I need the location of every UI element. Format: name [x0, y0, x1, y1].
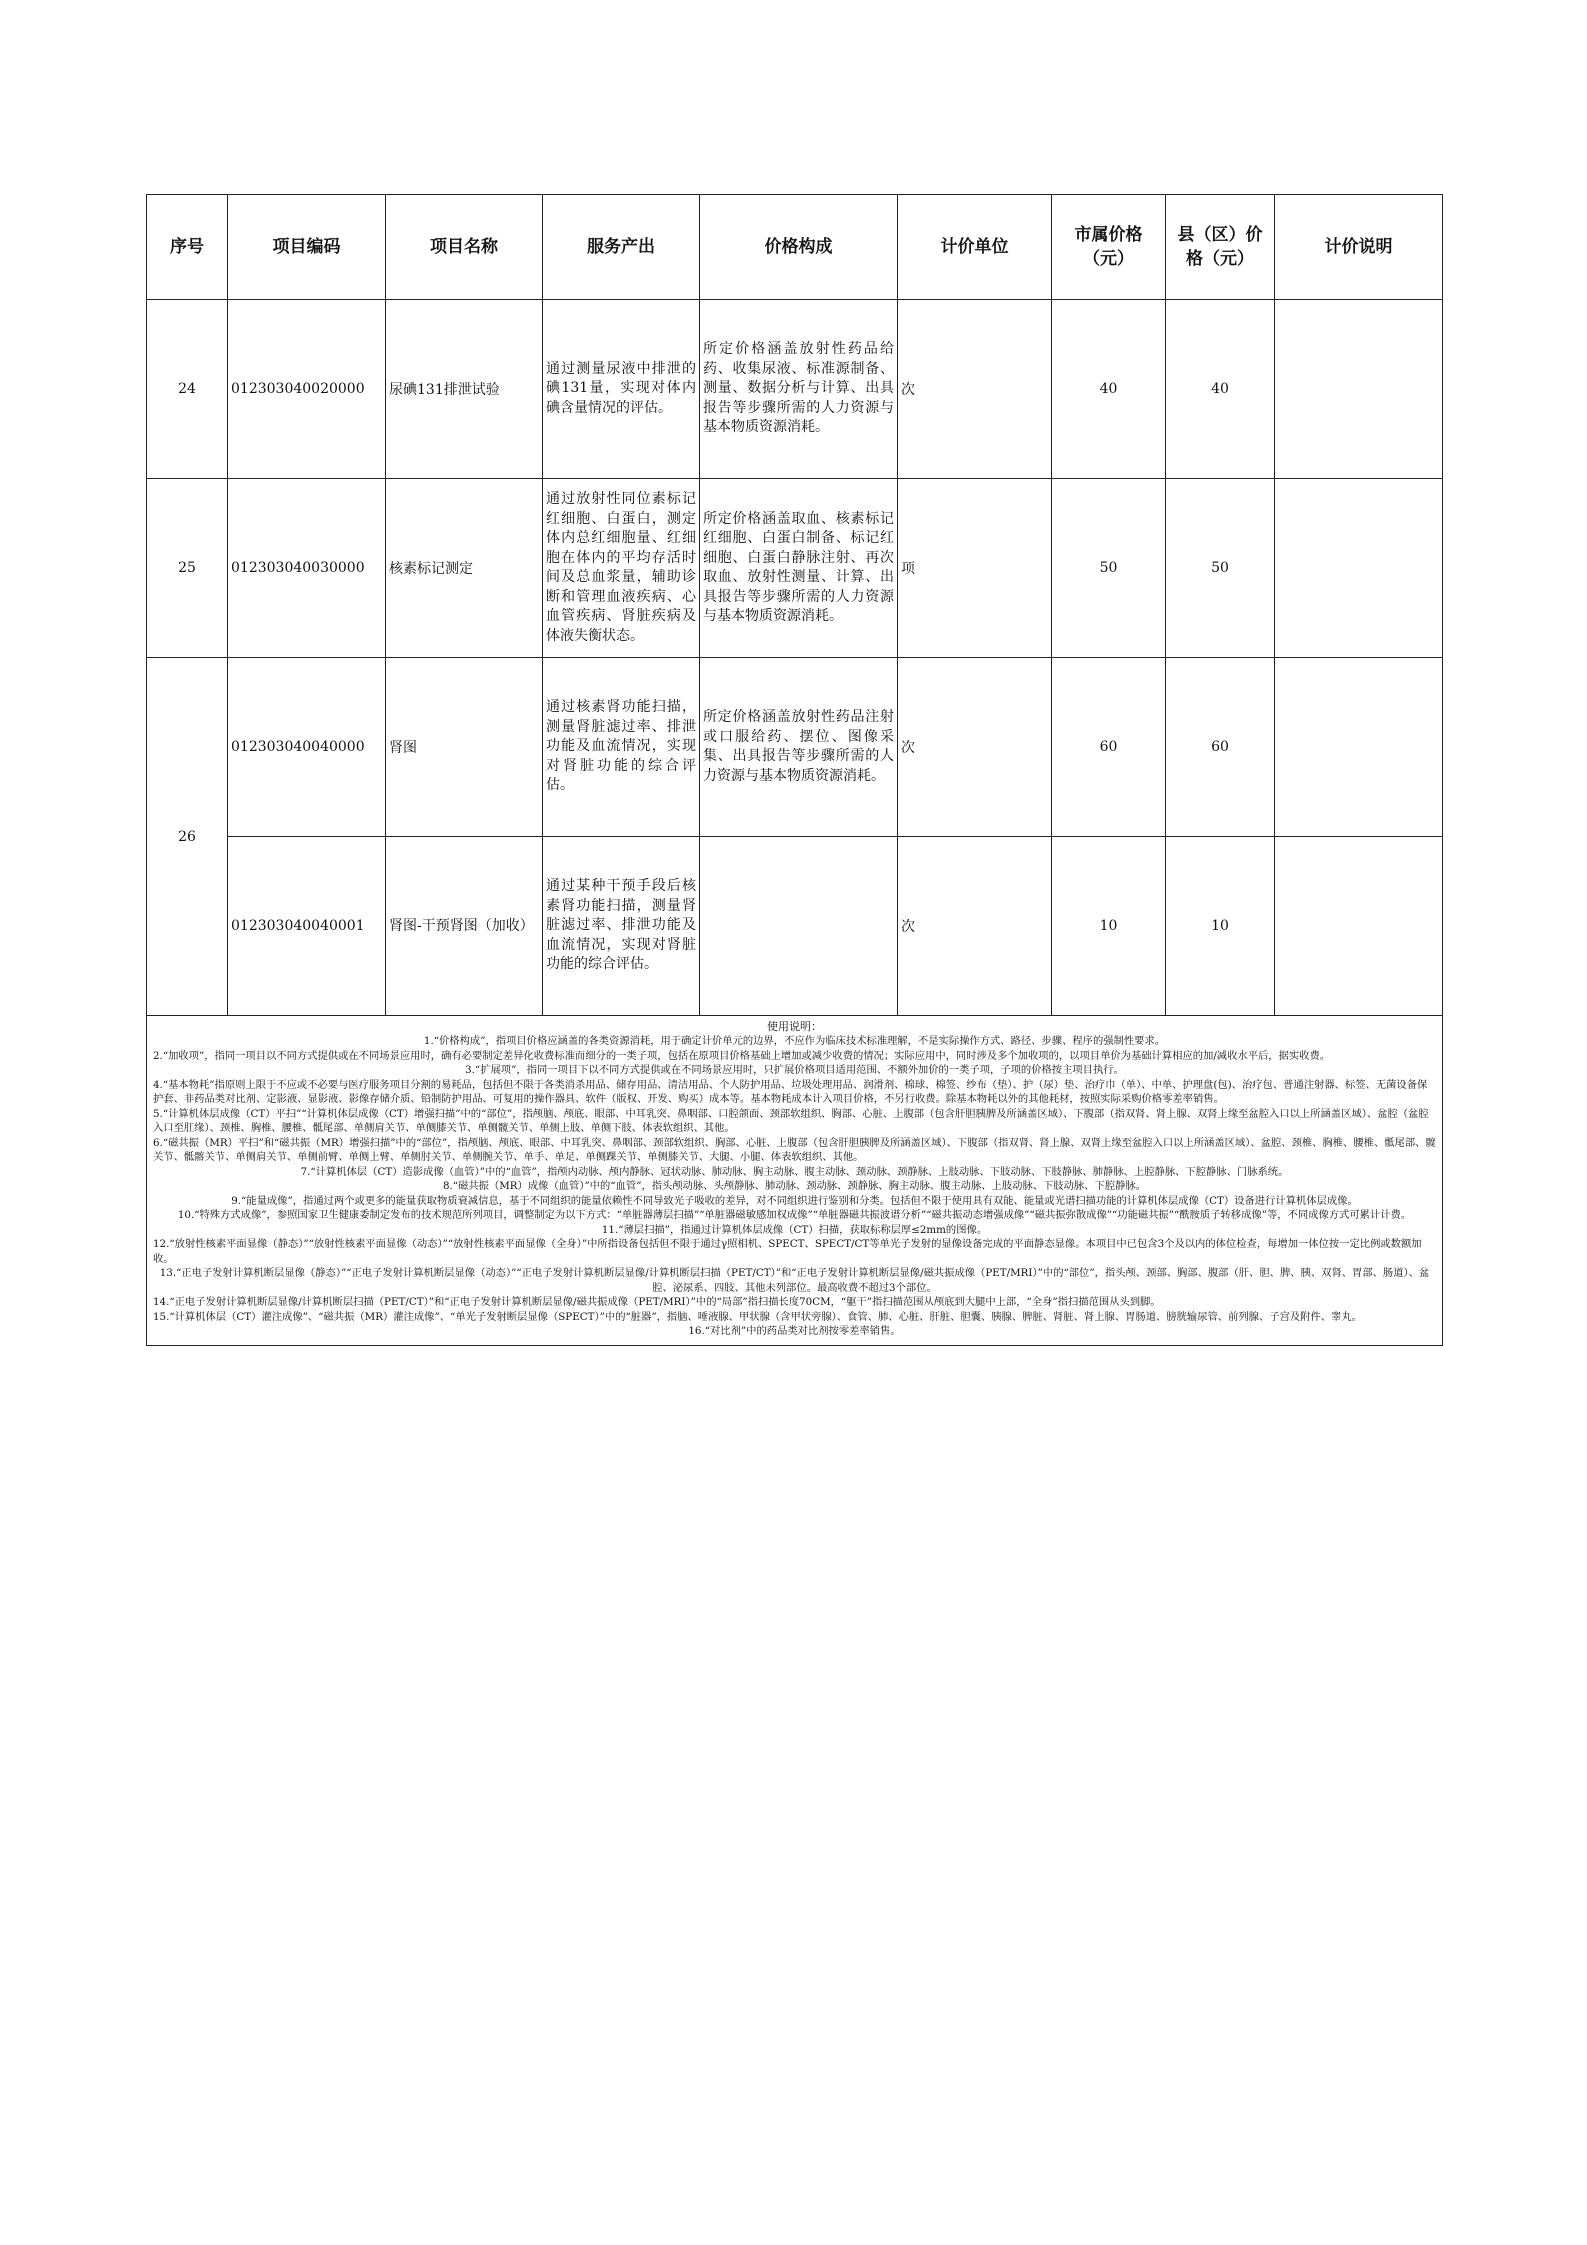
row-code: 012303040040001 — [228, 837, 386, 1016]
row-code: 012303040030000 — [228, 479, 386, 658]
note-item: 7.“计算机体层（CT）造影成像（血管）”中的“血管”，指颅内动脉、颅内静脉、冠状动脉、肺动脉、胸主动脉、腹主动脉、颈动脉、颈静脉、上肢动脉、下肢动脉、下肢静脉、肺静脉、上腔静脉、下腔静脉、门脉系统。 — [300, 1165, 1289, 1178]
row-code: 012303040040000 — [228, 658, 386, 837]
row-remark — [1275, 479, 1443, 658]
row-city-price: 40 — [1052, 300, 1166, 479]
note-item: 13.“正电子发射计算机断层显像（静态）”“正电子发射计算机断层显像（动态）”“正电子发射计算机断层显像/计算机断层扫描（PET/CT）”和“正电子发射计算机断层显像/磁共振成像（PET/MRI）”中的“部位”，指头颅、颈部、胸部、腹部（肝、胆、脾、胰、双肾、胃部、肠道）、盆腔、泌尿系、四肢、其他未列部位。最高收费不超过3个部位。 — [159, 1267, 1430, 1294]
header-county-price: 县（区）价格（元） — [1166, 195, 1275, 300]
row-composition: 所定价格涵盖放射性药品注射或口服给药、摆位、图像采集、出具报告等步骤所需的人力资源与基本物质资源消耗。 — [700, 658, 898, 837]
row-name: 尿碘131排泄试验 — [386, 300, 543, 479]
row-unit: 次 — [898, 300, 1052, 479]
row-seq: 25 — [147, 479, 228, 658]
row-name: 核素标记测定 — [386, 479, 543, 658]
note-item: 6.“磁共振（MR）平扫”和“磁共振（MR）增强扫描”中的“部位”，指颅脑、颅底、眼部、中耳乳突、鼻咽部、颈部软组织、胸部、心脏、上腹部（包含肝胆胰脾及所涵盖区域）、下腹部（指双肾、肾上腺、双肾上缘至盆腔入口以上所涵盖区域）、盆腔、颈椎、胸椎、腰椎、骶尾部、髋关节、骶髂关节、单侧肩关节、单侧前臂、单侧上臂、单侧肘关节、单侧腕关节、单手、单足、单侧踝关节、单侧膝关节、大腿、小腿、体表软组织、其他。 — [153, 1136, 1436, 1163]
table-row — [147, 300, 1443, 479]
row-name: 肾图 — [386, 658, 543, 837]
row-seq: 26 — [147, 658, 228, 1016]
note-item: 5.“计算机体层成像（CT）平扫”“计算机体层成像（CT）增强扫描”中的“部位”，指颅脑、颅底、眼部、中耳乳突、鼻咽部、口腔颌面、颈部软组织、胸部、心脏、上腹部（包含肝胆胰脾及所涵盖区域）、下腹部（指双肾、肾上腺、双肾上缘至盆腔入口以上所涵盖区域）、盆腔（盆腔入口至肛缘）、颈椎、胸椎、腰椎、骶尾部、单侧肩关节、单侧膝关节、单侧髋关节、单侧上肢、单侧下肢、体表软组织、其他。 — [153, 1107, 1429, 1134]
note-item: 2.“加收项”，指同一项目以不同方式提供或在不同场景应用时，确有必要制定差异化收费标准而细分的一类子项，包括在原项目价格基础上增加或减少收费的情况；实际应用中，同时涉及多个加收项的，以项目单价为基础计算相应的加/减收水平后，据实收费。 — [153, 1049, 1331, 1062]
row-output: 通过放射性同位素标记红细胞、白蛋白，测定体内总红细胞量、红细胞在体内的平均存活时间及总血浆量，辅助诊断和管理血液疾病、心血管疾病、肾脏疾病及体液失衡状态。 — [543, 479, 700, 658]
header-name: 项目名称 — [386, 195, 543, 300]
note-item: 1.“价格构成”，指项目价格应涵盖的各类资源消耗，用于确定计价单元的边界，不应作为临床技术标准理解，不是实际操作方式、路径、步骤、程序的强制性要求。 — [423, 1035, 1166, 1047]
note-item: 14.“正电子发射计算机断层显像/计算机断层扫描（PET/CT）”和“正电子发射计算机断层显像/磁共振成像（PET/MRI）”中的“局部”指扫描长度70CM，“躯干”指扫描范围从颅底到大腿中上部，“全身”指扫描范围从头到脚。 — [153, 1296, 1161, 1308]
table-row — [147, 658, 1443, 837]
note-item: 12.“放射性核素平面显像（静态）”“放射性核素平面显像（动态）”“放射性核素平面显像（全身）”中所指设备包括但不限于通过γ照相机、SPECT、SPECT/CT等单光子发射的显像设备完成的平面静态显像。本项目中已包含3个及以内的体位检查，每增加一体位按一定比例或数额加收。 — [153, 1238, 1422, 1265]
row-city-price: 10 — [1052, 837, 1166, 1016]
usage-notes — [147, 1016, 1443, 1346]
row-output: 通过某种干预手段后核素肾功能扫描，测量肾脏滤过率、排泄功能及血流情况，实现对肾脏功能的综合评估。 — [543, 837, 700, 1016]
row-composition: 所定价格涵盖取血、核素标记红细胞、白蛋白制备、标记红细胞、白蛋白静脉注射、再次取血、放射性测量、计算、出具报告等步骤所需的人力资源与基本物质资源消耗。 — [700, 479, 898, 658]
header-code: 项目编码 — [228, 195, 386, 300]
row-city-price: 60 — [1052, 658, 1166, 837]
row-remark — [1275, 658, 1443, 837]
row-unit: 次 — [898, 658, 1052, 837]
note-item: 16.“对比剂”中的药品类对比剂按零差率销售。 — [688, 1325, 901, 1337]
row-remark — [1275, 837, 1443, 1016]
row-code: 012303040020000 — [228, 300, 386, 479]
note-item: 8.“磁共振（MR）成像（血管）”中的“血管”，指头颅动脉、头颅静脉、肺动脉、颈动脉、颈静脉、胸主动脉、腹主动脉、上肢动脉、下肢动脉、下腔静脉。 — [442, 1180, 1147, 1192]
header-city-price: 市属价格（元） — [1052, 195, 1166, 300]
row-output: 通过测量尿液中排泄的碘131量，实现对体内碘含量情况的评估。 — [543, 300, 700, 479]
header-unit: 计价单位 — [898, 195, 1052, 300]
price-table — [146, 194, 1443, 1346]
notes-row — [147, 1016, 1443, 1346]
row-remark — [1275, 300, 1443, 479]
notes-title: 使用说明： — [767, 1020, 822, 1033]
note-item: 11.“薄层扫描”，指通过计算机体层成像（CT）扫描，获取标称层厚≤2mm的图像。 — [601, 1223, 988, 1236]
row-composition: 所定价格涵盖放射性药品给药、收集尿液、标准源制备、测量、数据分析与计算、出具报告等步骤所需的人力资源与基本物质资源消耗。 — [700, 300, 898, 479]
header-composition: 价格构成 — [700, 195, 898, 300]
header-seq: 序号 — [147, 195, 228, 300]
row-composition — [700, 837, 898, 1016]
table-header-row — [147, 195, 1443, 300]
note-item: 15.“计算机体层（CT）灌注成像”、“磁共振（MR）灌注成像”、“单光子发射断层显像（SPECT）”中的“脏器”，指脑、唾液腺、甲状腺（含甲状旁腺）、食管、肺、心脏、肝脏、胆囊、胰腺、脾脏、肾脏、肾上腺、胃肠道、膀胱输尿管、前列腺、子宫及附件、睾丸。 — [153, 1310, 1362, 1323]
row-county-price: 60 — [1166, 658, 1275, 837]
header-output: 服务产出 — [543, 195, 700, 300]
table-row — [147, 479, 1443, 658]
row-output: 通过核素肾功能扫描，测量肾脏滤过率、排泄功能及血流情况，实现对肾脏功能的综合评估。 — [543, 658, 700, 837]
row-unit: 项 — [898, 479, 1052, 658]
table-row — [147, 837, 1443, 1016]
row-unit: 次 — [898, 837, 1052, 1016]
note-item: 4.“基本物耗”指原则上限于不应或不必要与医疗服务项目分割的易耗品，包括但不限于各类消杀用品、储存用品、清洁用品、个人防护用品、垃圾处理用品、润滑剂、棉球、棉签、纱布（垫）、护（尿）垫、治疗巾（单）、中单、护理盘(包)、治疗包、普通注射器、标签、无菌设备保护套、非药品类对比剂、定影液、显影液、影像存储介质、铅制防护用品、可复用的操作器具、软件（版权、开发、购买）成本等。基本物耗成本计入项目价格，不另行收费。除基本物耗以外的其他耗材，按照实际采购价格零差率销售。 — [153, 1078, 1428, 1105]
row-name: 肾图-干预肾图（加收） — [386, 837, 543, 1016]
price-table-sheet — [146, 194, 1442, 1346]
row-county-price: 50 — [1166, 479, 1275, 658]
row-seq: 24 — [147, 300, 228, 479]
row-city-price: 50 — [1052, 479, 1166, 658]
row-county-price: 40 — [1166, 300, 1275, 479]
note-item: 9.“能量成像”，指通过两个或更多的能量获取物质衰减信息，基于不同组织的能量依赖性不同导致光子吸收的差异，对不同组织进行鉴别和分类。包括但不限于使用具有双能、能量或光谱扫描功能的计算机体层成像（CT）设备进行计算机体层成像。 — [231, 1194, 1358, 1207]
note-item: 10.“特殊方式成像”，参照国家卫生健康委制定发布的技术规范所列项目，调整制定为以下方式：“单脏器薄层扫描”“单脏器磁敏感加权成像”“单脏器磁共振波谱分析”“磁共振动态增强成像”“磁共振弥散成像”“功能磁共振”“酰胺质子转移成像”等，不同成像方式可累计计费。 — [177, 1209, 1412, 1221]
row-county-price: 10 — [1166, 837, 1275, 1016]
header-remark: 计价说明 — [1275, 195, 1443, 300]
note-item: 3.“扩展项”，指同一项目下以不同方式提供或在不同场景应用时，只扩展价格项目适用范围、不额外加价的一类子项，子项的价格按主项目执行。 — [465, 1064, 1124, 1076]
